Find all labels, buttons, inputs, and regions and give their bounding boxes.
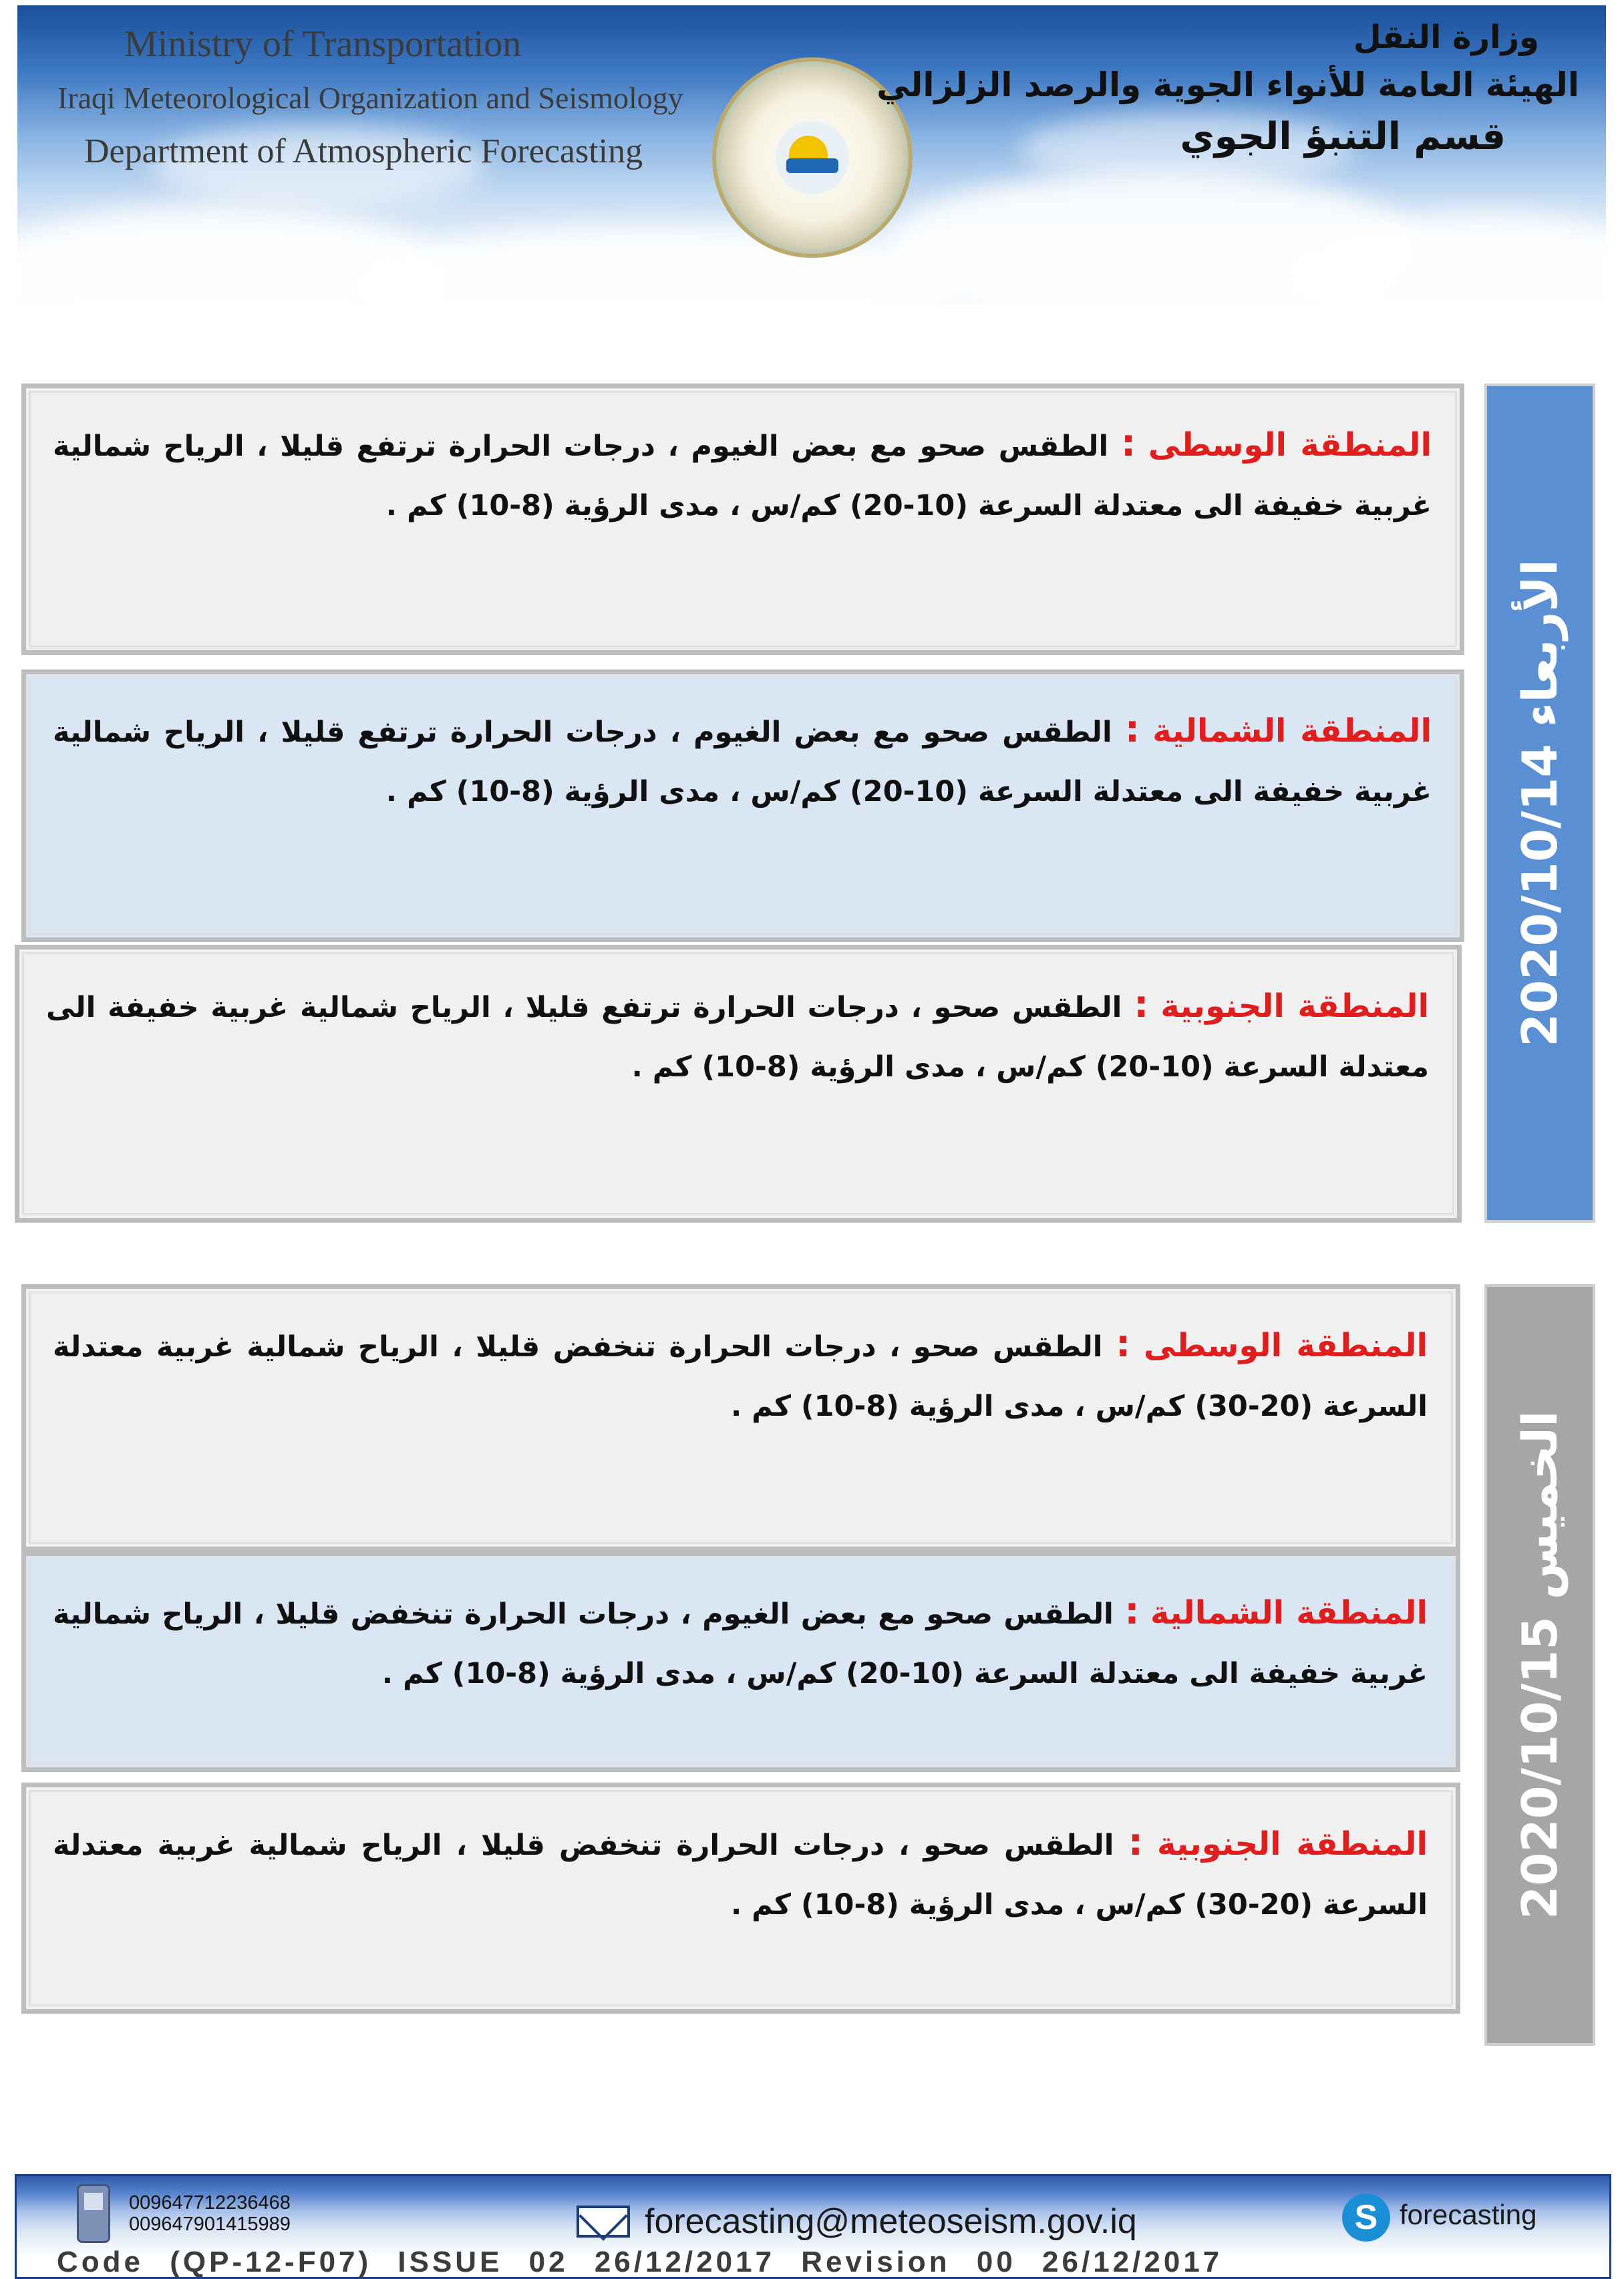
logo-emblem-icon [776,121,849,194]
region-colon: : [1128,1821,1143,1864]
region-colon: : [1120,422,1136,465]
skype-handle: forecasting [1400,2199,1537,2230]
region-name: المنطقة الوسطى [1148,426,1432,464]
organization-name-en: Iraqi Meteorological Organization and Seismology [57,81,683,115]
region-colon: : [1124,1589,1140,1633]
phone-number-2: 009647901415989 [129,2214,291,2235]
region-forecast-text: الطقس صحو مع بعض الغيوم ، درجات الحرارة تنخفض قليلا ، الرياح شمالية غربية خفيفة الى معتدلة السرعة (10-20) كم/س ، مدى الرؤية (8-10) كم . [53,1598,1428,1691]
skype-icon: S [1342,2193,1390,2242]
forecast-region-central-day2 [21,1284,1460,1551]
ministry-name-en: Ministry of Transportation [124,23,522,65]
document-code-line: Code (QP-12-F07) ISSUE 02 26/12/2017 Revision 00 26/12/2017 [57,2246,1223,2278]
contact-email: forecasting@meteoseism.gov.iq [645,2202,1137,2241]
region-forecast-text: الطقس صحو ، درجات الحرارة ترتفع قليلا ، الرياح شمالية غربية خفيفة الى معتدلة السرعة (10-20) كم/س ، مدى الرؤية (8-10) كم . [46,991,1429,1084]
header-english-block [57,23,683,171]
forecast-region-south-day2 [21,1783,1460,2014]
region-name: المنطقة الشمالية [1150,1594,1428,1632]
page-footer [15,2174,1611,2279]
department-name-ar: قسم التنبؤ الجوي [1180,115,1506,158]
region-forecast-text: الطقس صحو مع بعض الغيوم ، درجات الحرارة ترتفع قليلا ، الرياح شمالية غربية خفيفة الى معتدلة السرعة (10-20) كم/س ، مدى الرؤية (8-10) كم . [53,716,1432,809]
region-forecast-text: الطقس صحو ، درجات الحرارة تنخفض قليلا ، الرياح شمالية غربية معتدلة السرعة (20-30) كم/س ، مدى الرؤية (8-10) كم . [53,1829,1428,1922]
region-name: المنطقة الوسطى [1143,1327,1428,1364]
mail-icon [577,2206,630,2238]
region-name: المنطقة الجنوبية [1160,987,1429,1025]
forecast-region-central-day1 [21,384,1464,655]
region-forecast-text: الطقس صحو مع بعض الغيوم ، درجات الحرارة ترتفع قليلا ، الرياح شمالية غربية خفيفة الى معتدلة السرعة (10-20) كم/س ، مدى الرؤية (8-10) كم . [53,430,1432,523]
day-label: الأربعاء 2020/10/14 [1512,559,1568,1047]
phone-numbers [129,2192,291,2235]
forecast-region-south-day1 [15,945,1462,1223]
organization-name-ar: الهيئة العامة للأنواء الجوية والرصد الزلزالي [876,65,1579,104]
region-name: المنطقة الشمالية [1152,712,1432,750]
region-colon: : [1116,1322,1131,1366]
header-arabic-block [876,19,1579,158]
day-tab-thursday [1484,1284,1595,2046]
forecast-region-north-day1 [21,669,1464,942]
day-label: الخميس 2020/10/15 [1512,1410,1568,1920]
ministry-name-ar: وزارة النقل [1353,19,1539,56]
region-colon: : [1134,983,1149,1026]
forecast-region-north-day2 [21,1551,1460,1772]
department-name-en: Department of Atmospheric Forecasting [84,132,643,170]
day-tab-wednesday [1484,384,1595,1223]
region-forecast-text: الطقس صحو ، درجات الحرارة تنخفض قليلا ، الرياح شمالية غربية معتدلة السرعة (20-30) كم/س ، مدى الرؤية (8-10) كم . [53,1330,1428,1424]
phone-icon [77,2184,110,2243]
page-header-banner [17,5,1606,305]
phone-number-1: 009647712236468 [129,2192,291,2214]
region-colon: : [1124,708,1140,751]
region-name: المنطقة الجنوبية [1157,1825,1428,1863]
